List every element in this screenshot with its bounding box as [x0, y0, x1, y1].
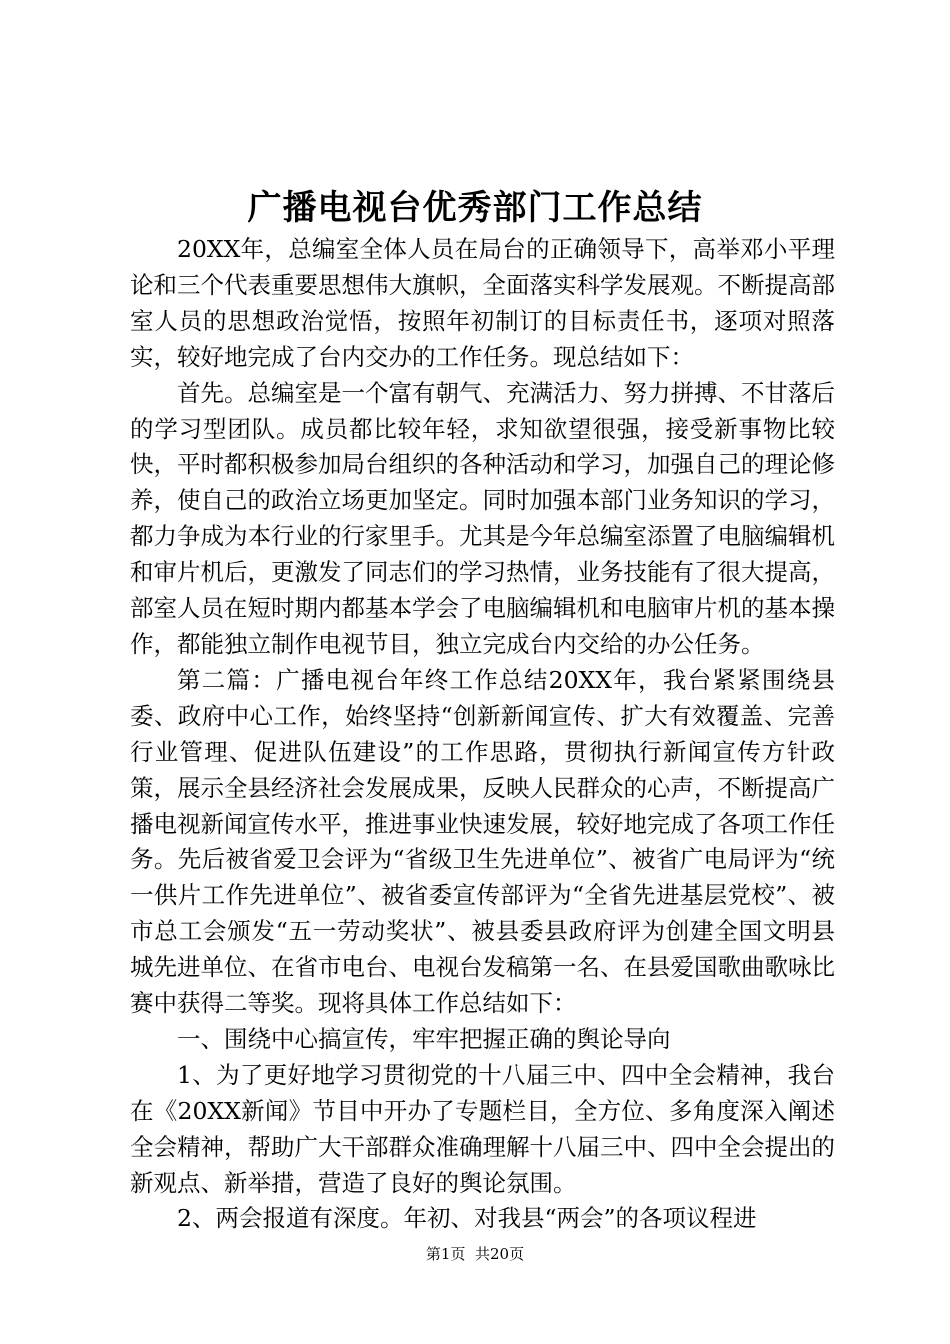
footer-spacer [465, 1245, 475, 1263]
paragraph-second-article: 第二篇：广播电视台年终工作总结20XX年，我台紧紧围绕县委、政府中心工作，始终坚持“创新新闻宣传、扩大有效覆盖、完善行业管理、促进队伍建设”的工作思路，贯彻执行新闻宣传方针政策，展示全县经济社会发展成果，反映人民群众的心声，不断提高广播电视新闻宣传水平，推进事业快速发展，较好地完成了各项工作任务。先后被省爱卫会评为“省级卫生先进单位”、被省广电局评为“统一供片工作先进单位”、被省委宣传部评为“全省先进基层党校”、被市总工会颁发“五一劳动奖状”、被县委县政府评为创建全国文明县城先进单位、在省市电台、电视台发稿第一名、在县爱国歌曲歌咏比赛中获得二等奖。现将具体工作总结如下： [130, 665, 835, 1018]
page-total: 共20页 [475, 1245, 525, 1263]
paragraph-intro: 20XX年，总编室全体人员在局台的正确领导下，高举邓小平理论和三个代表重要思想伟大旗帜，全面落实科学发展观。不断提高部室人员的思想政治觉悟，按照年初制订的目标责任书，逐项对照落实，较好地完成了台内交办的工作任务。现总结如下： [130, 235, 835, 371]
section-heading-1: 一、围绕中心搞宣传，牢牢把握正确的舆论导向 [177, 1024, 671, 1053]
document-body [130, 232, 835, 1237]
page-footer [0, 1244, 950, 1264]
document-title: 广播电视台优秀部门工作总结 [247, 188, 703, 228]
paragraph-item-1: 1、为了更好地学习贯彻党的十八届三中、四中全会精神，我台在《20XX新闻》节目中开办了专题栏目，全方位、多角度深入阐述全会精神，帮助广大干部群众准确理解十八届三中、四中全会提出的新观点、新举措，营造了良好的舆论氛围。 [130, 1060, 835, 1197]
paragraph-item-2: 2、两会报道有深度。年初、对我县“两会”的各项议程进 [177, 1204, 757, 1233]
paragraph-first: 首先。总编室是一个富有朝气、充满活力、努力拼搏、不甘落后的学习型团队。成员都比较年轻，求知欲望很强，接受新事物比较快，平时都积极参加局台组织的各种活动和学习，加强自己的理论修养，使自己的政治立场更加坚定。同时加强本部门业务知识的学习，都力争成为本行业的行家里手。尤其是今年总编室添置了电脑编辑机和审片机后，更激发了同志们的学习热情，业务技能有了很大提高，部室人员在短时期内都基本学会了电脑编辑机和电脑审片机的基本操作，都能独立制作电视节目，独立完成台内交给的办公任务。 [130, 378, 835, 658]
page-number: 第1页 [425, 1245, 466, 1263]
